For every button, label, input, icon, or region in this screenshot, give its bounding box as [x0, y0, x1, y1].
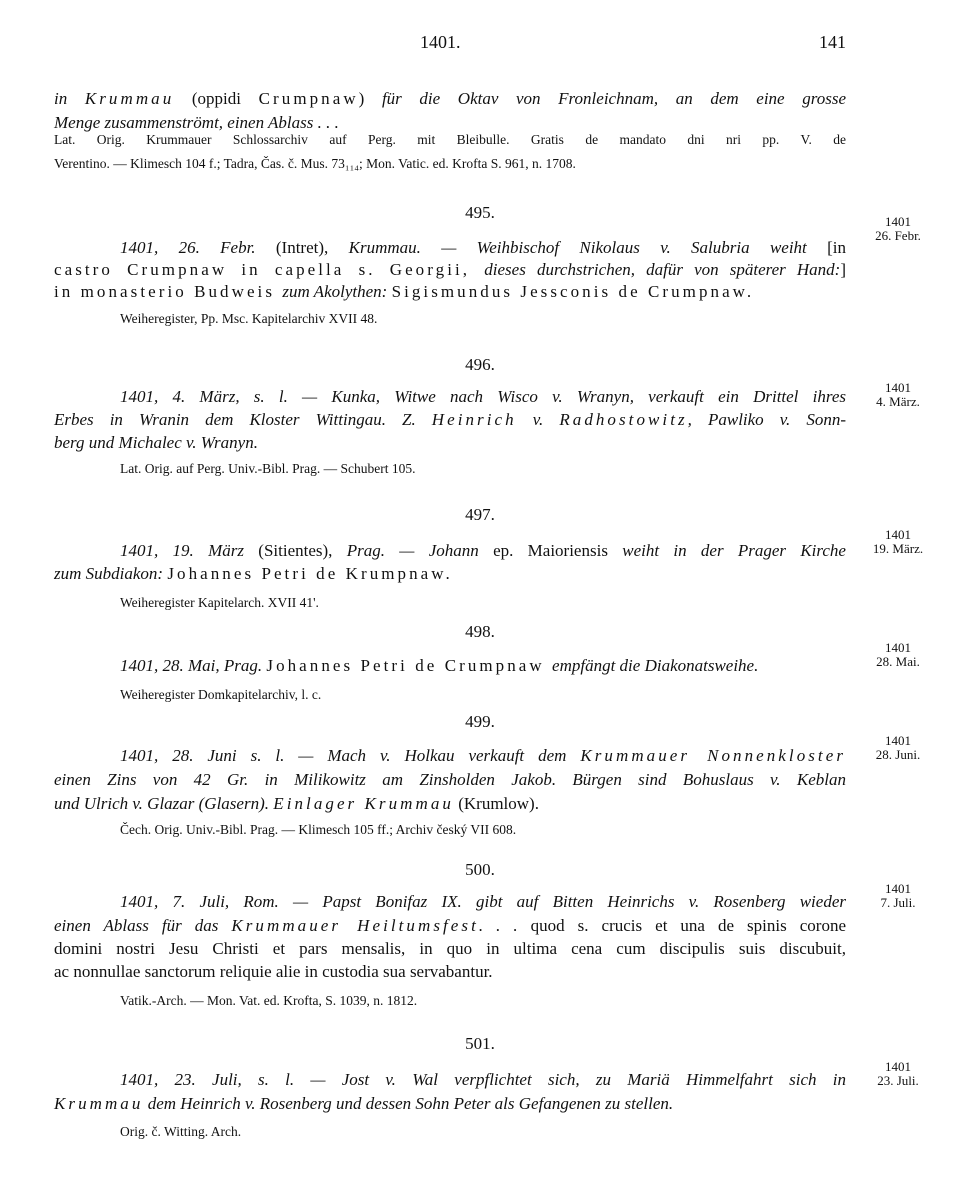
text-segment: (Sitientes),	[244, 541, 347, 560]
text-segment: 1401, 19. März	[120, 541, 244, 560]
source-note: Weiheregister Kapitelarch. XVII 41'.	[120, 595, 319, 610]
entry-text-line	[120, 1069, 846, 1091]
margin-date-line: 1401	[885, 640, 911, 655]
margin-date	[858, 1060, 938, 1088]
margin-date-line: 28. Mai.	[876, 654, 920, 669]
text-segment: castro Crumpnaw in capella s. Georgii,	[54, 260, 485, 279]
entry-text-line	[54, 915, 846, 937]
entry-text-line	[54, 769, 846, 791]
margin-date	[858, 528, 938, 556]
entry-text-line	[54, 1093, 846, 1115]
text-segment: (oppidi	[174, 89, 259, 108]
text-segment: 1401, 23. Juli, s. l. — Jost v. Wal verpflichtet sich, zu Mariä Himmelfahrt sich in	[120, 1070, 846, 1089]
text-segment: zum Akolythen:	[282, 282, 392, 301]
margin-date-line: 1401	[885, 1059, 911, 1074]
entry-text-line	[54, 563, 846, 585]
entry-text-line	[120, 745, 846, 767]
entry-text-line	[54, 281, 846, 303]
text-segment: Krummau. — Weihbischof Nikolaus v. Salubria weiht	[348, 238, 828, 257]
text-segment: 1401, 28. Mai, Prag.	[120, 656, 267, 675]
entry-text-line	[120, 540, 846, 562]
entry-number: 501.	[465, 1034, 495, 1053]
entry-text-line	[54, 938, 846, 960]
text-segment: Einlager Krummau	[273, 794, 454, 813]
margin-date-line: 1401	[885, 380, 911, 395]
entry-text-line	[54, 88, 846, 110]
source-note: Weiheregister Domkapitelarchiv, l. c.	[120, 687, 322, 702]
entry-number: 497.	[465, 505, 495, 524]
text-segment: 1401, 7. Juli, Rom. — Papst Bonifaz IX. gibt auf Bitten Heinrichs v. Rosenberg wieder	[120, 892, 846, 911]
margin-date-line: 1401	[885, 733, 911, 748]
running-header-year: 1401.	[420, 32, 461, 52]
text-segment: Prag. — Johann	[346, 541, 494, 560]
text-segment: (Intret),	[255, 238, 349, 257]
text-segment: einen Zins von 42 Gr. in Milikowitz am Zinsholden Jakob. Bürgen sind Bohuslaus v. Keblan	[54, 770, 846, 789]
text-segment: zum Subdiakon:	[54, 564, 168, 583]
text-segment: [in	[827, 238, 846, 257]
margin-date-line: 1401	[885, 527, 911, 542]
text-segment: v.	[516, 410, 560, 429]
source-note: Weiheregister, Pp. Msc. Kapitelarchiv XVII 48.	[120, 311, 378, 326]
text-segment: in monasterio Budweis	[54, 282, 283, 301]
text-segment: Krummau	[54, 1094, 144, 1113]
text-segment: Johannes Petri de Krumpnaw.	[167, 564, 453, 583]
entry-number: 499.	[465, 712, 495, 731]
text-segment: berg und Michalec v. Wranyn.	[54, 433, 258, 452]
entry-text-line	[54, 432, 846, 454]
text-segment: dieses durchstrichen, dafür von späterer Hand:	[484, 260, 841, 279]
text-segment: Menge zusammenströmt, einen Ablass . . .	[54, 113, 339, 132]
entry-text-line	[54, 259, 846, 281]
text-segment: Crumpnaw	[258, 89, 359, 108]
text-segment: für die Oktav von Fronleichnam, an dem eine grosse	[381, 89, 846, 108]
text-segment: Johannes Petri de Crumpnaw	[266, 656, 553, 675]
entry-number: 500.	[465, 860, 495, 879]
margin-date	[858, 734, 938, 762]
margin-date-line: 1401	[885, 214, 911, 229]
text-segment: . . .	[478, 916, 531, 935]
text-segment: domini nostri Jesu Christi et pars mensalis, in quo in ultima cena cum discipulis suis discubuit,	[54, 939, 846, 958]
text-segment: dem Heinrich v. Rosenberg und dessen Sohn Peter als Gefangenen zu stellen.	[143, 1094, 674, 1113]
margin-date-line: 7. Juli.	[880, 895, 916, 910]
margin-date-line: 23. Juli.	[877, 1073, 919, 1088]
text-segment: Krummau	[84, 89, 175, 108]
entry-number: 495.	[465, 203, 495, 222]
margin-date-line: 4. März.	[876, 394, 920, 409]
margin-date-line: 28. Juni.	[875, 747, 921, 762]
text-segment: quod s. crucis et una de spinis corone	[530, 916, 846, 935]
text-segment: (Krumlow).	[453, 794, 539, 813]
text-segment: in	[54, 89, 85, 108]
text-segment: einen Ablass für das	[54, 916, 232, 935]
margin-date	[858, 882, 938, 910]
text-segment: 1401, 26. Febr.	[120, 238, 256, 257]
text-segment: weiht in der Prager Kirche	[622, 541, 846, 560]
text-segment: ac nonnullae sanctorum reliquie alie in custodia sua servabantur.	[54, 962, 493, 981]
text-segment: 1401, 28. Juni s. l. — Mach v. Holkau verkauft dem	[120, 746, 581, 765]
entry-text-line	[120, 237, 846, 259]
text-segment: , Pawliko v. Sonn-	[687, 410, 846, 429]
margin-date	[858, 215, 938, 243]
text-segment: Krummauer Heiltumsfest	[231, 916, 479, 935]
source-note: Orig. č. Witting. Arch.	[120, 1124, 242, 1139]
margin-date	[858, 381, 938, 409]
text-segment: Radhostowitz	[559, 410, 688, 429]
text-segment: )	[358, 89, 382, 108]
margin-date-line: 26. Febr.	[875, 228, 921, 243]
source-note: Lat. Orig. Krummauer Schlossarchiv auf Perg. mit Bleibulle. Gratis de mandato dni nri pp. V. de	[54, 132, 846, 147]
text-segment: ]	[840, 260, 846, 279]
text-segment: Krummauer Nonnenkloster	[580, 746, 847, 765]
source-note: Verentino. — Klimesch 104 f.; Tadra, Čas. č. Mus. 73₁₁₄; Mon. Vatic. ed. Krofta S. 961, n. 1708.	[54, 156, 576, 171]
text-segment: ep. Maioriensis	[493, 541, 623, 560]
margin-date-line: 19. März.	[872, 541, 924, 556]
entry-text-line	[120, 891, 846, 913]
margin-date-line: 1401	[885, 881, 911, 896]
text-segment: 1401, 4. März, s. l. — Kunka, Witwe nach Wisco v. Wranyn, verkauft ein Drittel ihres	[120, 387, 846, 406]
entry-number: 498.	[465, 622, 495, 641]
text-segment: Sigismundus Jessconis de Crumpnaw.	[391, 282, 755, 301]
source-note: Čech. Orig. Univ.-Bibl. Prag. — Klimesch 105 ff.; Archiv český VII 608.	[120, 822, 517, 837]
entry-number: 496.	[465, 355, 495, 374]
text-segment: empfängt die Diakonatsweihe.	[552, 656, 759, 675]
entry-text-line	[120, 655, 846, 677]
text-segment: und Ulrich v. Glazar (Glasern).	[54, 794, 274, 813]
entry-text-line	[120, 386, 846, 408]
source-note: Lat. Orig. auf Perg. Univ.-Bibl. Prag. — Schubert 105.	[120, 461, 416, 476]
page-number: 141	[819, 32, 846, 52]
margin-date	[858, 641, 938, 669]
entry-text-line	[54, 793, 846, 815]
source-note: Vatik.-Arch. — Mon. Vat. ed. Krofta, S. 1039, n. 1812.	[120, 993, 418, 1008]
entry-text-line	[54, 409, 846, 431]
entry-text-line	[54, 961, 846, 983]
text-segment: Erbes in Wranin dem Kloster Wittingau. Z.	[54, 410, 432, 429]
text-segment: Heinrich	[431, 410, 517, 429]
